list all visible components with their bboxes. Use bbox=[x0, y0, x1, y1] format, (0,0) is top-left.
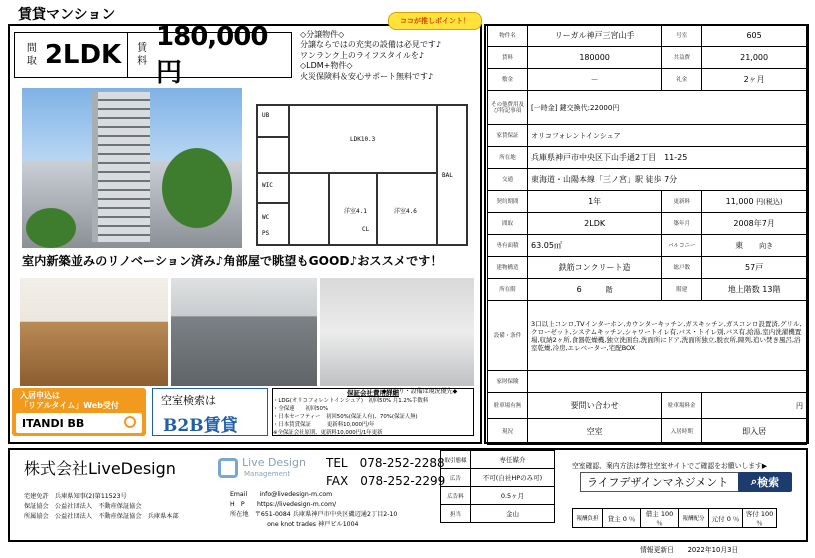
b2b-logo: B2B賃貸 bbox=[163, 416, 238, 436]
structure: 鉄筋コンクリート造 bbox=[528, 257, 662, 279]
cell-label: 広告 bbox=[441, 469, 471, 487]
madori-rent-box bbox=[14, 21, 292, 88]
table-row bbox=[441, 487, 555, 505]
cell-label: 家財保険 bbox=[488, 371, 528, 393]
url-line[interactable]: H P https://livedesign-m.com/ bbox=[230, 501, 337, 508]
interior-photo-living bbox=[20, 278, 168, 386]
guarantee-line: ・日本セーフティー 初回50%(保証人有)、70%(保証人無) bbox=[273, 414, 418, 420]
rent-value: 180,000円 bbox=[156, 21, 268, 88]
cell-label: 更新料 bbox=[662, 191, 702, 213]
fp-room2-label: 洋室4.6 bbox=[394, 208, 417, 215]
fax-number: 078-252-2299 bbox=[360, 474, 446, 488]
itandi-line2: 「リアルタイム」Web受付 bbox=[20, 401, 119, 410]
guarantee-header: 保証会社費用詳細 bbox=[347, 389, 399, 397]
itandi-brand: ITANDI BB bbox=[22, 416, 85, 430]
lessor-pct: 0 ％ bbox=[622, 514, 636, 523]
tel-number[interactable]: 078-252-2288 bbox=[359, 456, 445, 470]
equipment: 3口以上コンロ,TVインターホン,カウンターキッチン,ガスキッチン,ガスコンロ設置済,グリル,クローゼット,システムキッチン,シャワートイレ有,バス・トイレ別,バス有,給湯,室内洗濯機置場,収納2ヶ所,食器乾燥機,独立洗面台,洗面所にドア,洗面所独立,脱衣所,陳列,追い焚き風呂,浴室乾燥,冷房,エレベーター,宅配BOX bbox=[528, 301, 807, 371]
total-floors: 地上階数 13階 bbox=[702, 279, 807, 301]
total-units: 57戸 bbox=[702, 257, 807, 279]
company-logo bbox=[218, 456, 322, 484]
ad-fee: 0.5ヶ月 bbox=[471, 487, 555, 505]
table-row bbox=[488, 419, 807, 445]
table-row bbox=[488, 301, 807, 371]
feature-item: ワンランク上のライフスタイルを♪ bbox=[300, 50, 424, 60]
feature-item: 火災保険料＆安心サポート無料です♪ bbox=[300, 71, 434, 81]
license-line: 保証協会 公益社団法人 不動産保証協会 bbox=[24, 503, 142, 510]
license-line: 所属協会 公益社団法人 不動産保証協会 兵庫県本部 bbox=[24, 513, 179, 520]
cell-label: 取引態様 bbox=[441, 451, 471, 469]
fp-ldk-label: LDK10.3 bbox=[350, 136, 376, 143]
rent-value: 180000 bbox=[528, 47, 662, 69]
advertising: 不可(自社HPのみ可) bbox=[471, 469, 555, 487]
address: 兵庫県神戸市中央区下山手通2丁目 11-25 bbox=[528, 147, 807, 169]
feature-list bbox=[300, 30, 480, 82]
madori-value: 2LDK bbox=[41, 33, 128, 77]
cell-label: 家賃保証 bbox=[488, 125, 528, 147]
contract-period: 1年 bbox=[528, 191, 662, 213]
cell-label: 交通 bbox=[488, 169, 528, 191]
logo-icon bbox=[218, 458, 238, 478]
cell-label: 報酬負担 bbox=[573, 509, 603, 528]
cell-label: 号室 bbox=[662, 25, 702, 47]
cell-label: 階建 bbox=[662, 279, 702, 301]
guarantor-company: オリコフォレントインシュア bbox=[528, 125, 807, 147]
tel-label: TEL bbox=[326, 456, 348, 470]
table-row bbox=[441, 505, 555, 523]
table-row bbox=[488, 147, 807, 169]
cta-text: 空室確認、案内方法は弊社空室サイトでご確認をお願いします▶ bbox=[572, 462, 768, 470]
table-row bbox=[488, 125, 807, 147]
interior-photo-kitchen bbox=[171, 278, 317, 386]
moto-label: 元付 bbox=[711, 514, 725, 523]
fp-room1-label: 洋室4.1 bbox=[344, 208, 367, 215]
kyaku-label: 客付 bbox=[745, 510, 759, 518]
address-line: 所在地 〒651-0084 兵庫県神戸市中央区磯辺通2丁目2-10 bbox=[230, 511, 398, 518]
floor-unit: 階 bbox=[605, 286, 613, 294]
b2b-banner[interactable] bbox=[152, 388, 268, 436]
cell-label: 敷金 bbox=[488, 69, 528, 91]
company-name: 株式会社LiveDesign bbox=[24, 459, 176, 478]
search-icon bbox=[124, 416, 136, 428]
transaction-table bbox=[440, 450, 555, 523]
fp-wic-label: WIC bbox=[262, 182, 273, 189]
table-row bbox=[488, 235, 807, 257]
logo-subtext: Management bbox=[244, 470, 291, 478]
cell-label: 契約期間 bbox=[488, 191, 528, 213]
contact-info bbox=[230, 490, 397, 530]
interior-photo-bathroom bbox=[320, 278, 474, 386]
cell-label: 入居時期 bbox=[662, 419, 702, 445]
guarantee-line: ・LDG(オリコフォレントインシュア) 初回50% 月1.2%手数料 bbox=[273, 398, 429, 404]
room-number: 605 bbox=[702, 25, 807, 47]
cell-label: 物件名 bbox=[488, 25, 528, 47]
exterior-photo bbox=[22, 88, 242, 248]
table-row bbox=[488, 393, 807, 419]
cell-label: 広告料 bbox=[441, 487, 471, 505]
cell-label: バルコニー bbox=[662, 235, 702, 257]
guarantee-details bbox=[272, 388, 474, 436]
feature-item: ◇分譲物件◇ bbox=[300, 30, 345, 39]
property-name: リーガル神戸三宮山手 bbox=[528, 25, 662, 47]
table-row bbox=[488, 371, 807, 393]
itandi-banner[interactable] bbox=[12, 388, 146, 436]
feature-item: 分譲ならではの充実の設備は必見です♪ bbox=[300, 40, 442, 50]
cell-label: 専有面積 bbox=[488, 235, 528, 257]
cell-label: 設備・条件 bbox=[488, 301, 528, 371]
floor-plan bbox=[256, 104, 468, 246]
photo-note: ◆間取り・設備は現況優先◆ bbox=[382, 388, 458, 395]
tree-shape bbox=[162, 148, 232, 228]
cell-label: 建物構造 bbox=[488, 257, 528, 279]
table-row bbox=[488, 213, 807, 235]
status: 空室 bbox=[528, 419, 662, 445]
table-row bbox=[488, 47, 807, 69]
table-row bbox=[488, 91, 807, 125]
lessee-label: 借主 bbox=[645, 510, 659, 518]
table-row bbox=[488, 69, 807, 91]
feature-item: ◇LDM+物件◇ bbox=[300, 61, 353, 71]
renewal-fee: 11,000 bbox=[725, 196, 754, 206]
tree-shape bbox=[26, 208, 76, 248]
cell-label: 駐車場有無 bbox=[488, 393, 528, 419]
renewal-unit: 円(税込) bbox=[756, 197, 783, 206]
floor: 6 bbox=[576, 285, 582, 294]
property-visual-panel bbox=[8, 17, 482, 444]
floor-area: 63.05㎡ bbox=[528, 235, 662, 257]
fp-bal-label: BAL bbox=[442, 172, 453, 179]
fp-wc-label: WC bbox=[262, 214, 270, 221]
traffic: 東海道・山陽本線「三ノ宮」駅 徒歩 7分 bbox=[528, 169, 807, 191]
table-row bbox=[573, 509, 777, 528]
table-row bbox=[488, 191, 807, 213]
b2b-label: 空室検索は bbox=[161, 394, 216, 407]
cell-label: 現況 bbox=[488, 419, 528, 445]
itandi-line1: 入居申込は bbox=[20, 391, 60, 400]
guarantee-line: ・日本賃貸保証 更新料10,000円/年 bbox=[273, 422, 375, 428]
fp-ub-label: UB bbox=[262, 112, 270, 119]
page-title: 賃貸マンション bbox=[18, 7, 116, 23]
shikikin-value: － bbox=[528, 69, 662, 91]
fax-label: FAX bbox=[326, 474, 349, 488]
kyaku-pct: 100 ％ bbox=[756, 510, 774, 527]
staff: 金山 bbox=[471, 505, 555, 523]
catchcopy: 室内新築並みのリノベーション済み♪角部屋で眺望もGOOD♪おススメです！ bbox=[22, 254, 443, 268]
table-row bbox=[441, 451, 555, 469]
built-date: 2008年7月 bbox=[702, 213, 807, 235]
table-row bbox=[488, 25, 807, 47]
property-info-table bbox=[487, 24, 807, 445]
rent-label: 賃料 bbox=[137, 43, 148, 67]
updated-date: 情報更新日 2022年10月3日 bbox=[640, 546, 739, 554]
cell-label: 礼金 bbox=[662, 69, 702, 91]
address-line: one knot trades 神戸ビル1004 bbox=[230, 521, 359, 528]
parking: 要問い合わせ bbox=[528, 393, 662, 419]
search-button[interactable]: ⌕ 検索 bbox=[738, 472, 792, 492]
moto-pct: 0 ％ bbox=[726, 514, 740, 523]
cell-label: 所在地 bbox=[488, 147, 528, 169]
fp-ps-label: PS bbox=[262, 230, 270, 237]
logo-text: Live Design bbox=[242, 456, 306, 469]
guarantee-line: ※全保証会社原則、更新料10,000円/1年更新 bbox=[273, 430, 383, 436]
move-in: 即入居 bbox=[702, 419, 807, 445]
cell-label: 総戸数 bbox=[662, 257, 702, 279]
cell-label: 担当 bbox=[441, 505, 471, 523]
cell-label: 築年月 bbox=[662, 213, 702, 235]
lessor-label: 貸主 bbox=[607, 514, 621, 523]
license-info bbox=[24, 492, 179, 522]
highlight-callout: ココが推しポイント！ bbox=[388, 12, 482, 30]
guarantee-line: ・全保連 初回50% bbox=[273, 406, 329, 412]
madori: 2LDK bbox=[528, 213, 662, 235]
kyoeki-value: 21,000 bbox=[702, 47, 807, 69]
lessee-pct: 100 ％ bbox=[656, 510, 674, 527]
email-line[interactable]: Email info@livedesign-m.com bbox=[230, 491, 333, 498]
fp-cl-label: CL bbox=[362, 226, 370, 233]
parking-fee-unit: 円 bbox=[702, 393, 807, 419]
cell-label: 報酬配分 bbox=[679, 509, 709, 528]
transaction-type: 専任媒介 bbox=[471, 451, 555, 469]
direction: 東 bbox=[735, 241, 744, 250]
table-row bbox=[488, 257, 807, 279]
search-button-label: 検索 bbox=[757, 476, 780, 489]
license-line: 宅建免許 兵庫県知事(2)第11523号 bbox=[24, 493, 127, 500]
company-panel bbox=[8, 448, 808, 542]
cell-label: 共益費 bbox=[662, 47, 702, 69]
table-row bbox=[441, 469, 555, 487]
insurance bbox=[528, 371, 807, 393]
reikin-value: 2ヶ月 bbox=[702, 69, 807, 91]
cell-label: その他費用及び特記事項 bbox=[488, 91, 528, 125]
cell-label: 賃料 bbox=[488, 47, 528, 69]
table-row bbox=[488, 279, 807, 301]
direction-unit: 向き bbox=[759, 242, 774, 250]
fee-split-table bbox=[572, 508, 777, 528]
other-fees: [一時金] 鍵交換代:22000円 bbox=[528, 91, 807, 125]
table-row bbox=[488, 169, 807, 191]
search-input[interactable]: ライフデザインマネジメント bbox=[580, 472, 740, 492]
madori-label: 間取 bbox=[26, 43, 37, 67]
cell-label: 駐車場料金 bbox=[662, 393, 702, 419]
cell-label: 所在階 bbox=[488, 279, 528, 301]
building-shape bbox=[92, 92, 150, 242]
cell-label: 間取 bbox=[488, 213, 528, 235]
